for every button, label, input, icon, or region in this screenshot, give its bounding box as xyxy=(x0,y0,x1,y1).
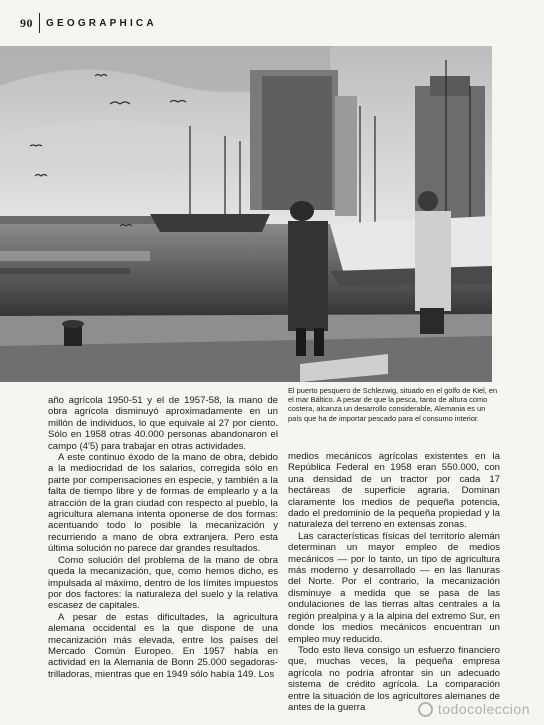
watermark-text: todocoleccion xyxy=(437,701,530,717)
paragraph: año agrícola 1950-51 y el de 1957-58, la mano de obra agrícola disminuyó aproximadamente en un millón de individuos, lo que equivale al 27 por ciento. Sólo en 1958 otras 40.000 personas abandonaron el campo (4'5) para trabajar en otras actividades. xyxy=(48,395,278,452)
page-header xyxy=(20,14,157,32)
harbor-photo-art xyxy=(0,46,492,382)
section-title: GEOGRAPHICA xyxy=(46,17,157,29)
page-number: 90 xyxy=(20,15,33,30)
text-column-left xyxy=(48,395,278,680)
harbor-photo xyxy=(0,46,492,382)
paragraph: Como solución del problema de la mano de obra queda la mecanización, que, como hemos dicho, es impulsada al máximo, dentro de los límites impuestos por dos factores: la naturaleza del suelo y la relativa escasez de capitales. xyxy=(48,554,278,612)
paragraph: A este continuo éxodo de la mano de obra, debido a la mediocridad de los salarios, corregida sólo en parte por compensaciones en especie, y también a la falta de tiempo libre y de formas de emplearlo y a la atracción de la gran ciudad con respecto al pueblo, la agricultura alemana intenta oponerse de dos formas: acentuando todo lo posible la mecanización y recurriendo a mano de obra extranjera. Pero esta última solución no parece dar grandes resultados. xyxy=(48,452,278,555)
photo-caption: El puerto pesquero de Schlezwig, situado en el golfo de Kiel, en el mar Báltico. A pesar de que la pesca, tanto de altura como costera, alcanza un desarrollo considerable, Alemania es un país que ha de importar pescado para el consumo interior. xyxy=(288,386,498,423)
text-column-right xyxy=(288,451,500,713)
watermark xyxy=(418,701,530,717)
paragraph: Todo esto lleva consigo un esfuerzo financiero que, muchas veces, la pequeña empresa agrícola no podría afrontar sin un adecuado sistema de crédito agrícola. La comparación entre la situación de los agricultores alemanes de antes de la guerra xyxy=(288,644,500,713)
paragraph: A pesar de estas dificultades, la agricultura alemana occidental es la que dispone de una mecanización más elevada, entre los países del Mercado Común Europeo. En 1957 había en actividad en la Alemania de Bonn 25.000 segadoras-trilladoras, mientras que en 1949 sólo había 149. Los xyxy=(48,611,278,680)
paragraph: Las características físicas del territorio alemán determinan un mayor empleo de medios mecánicos — por lo tanto, un tipo de agricultura más moderno y desarrollado — en las llanuras del Norte. Por el contrario, la mecanización disminuye a medida que se pasa de las ondulaciones de las tierras altas centrales a la región prealpina y a la alpina del extremo Sur, en donde los medios mecánicos encuentran un empleo muy reducido. xyxy=(288,530,500,645)
watermark-logo-icon xyxy=(418,702,433,717)
paragraph: medios mecánicos agrícolas existentes en la República Federal en 1958 eran 550.000, con una densidad de un tractor por cada 17 hectáreas de superficie agraria. Dominan claramente los medios de pequeña potencia, dado el predominio de la pequeña propiedad y la naturaleza del terreno en extensas zonas. xyxy=(288,451,500,531)
header-divider xyxy=(39,13,40,33)
